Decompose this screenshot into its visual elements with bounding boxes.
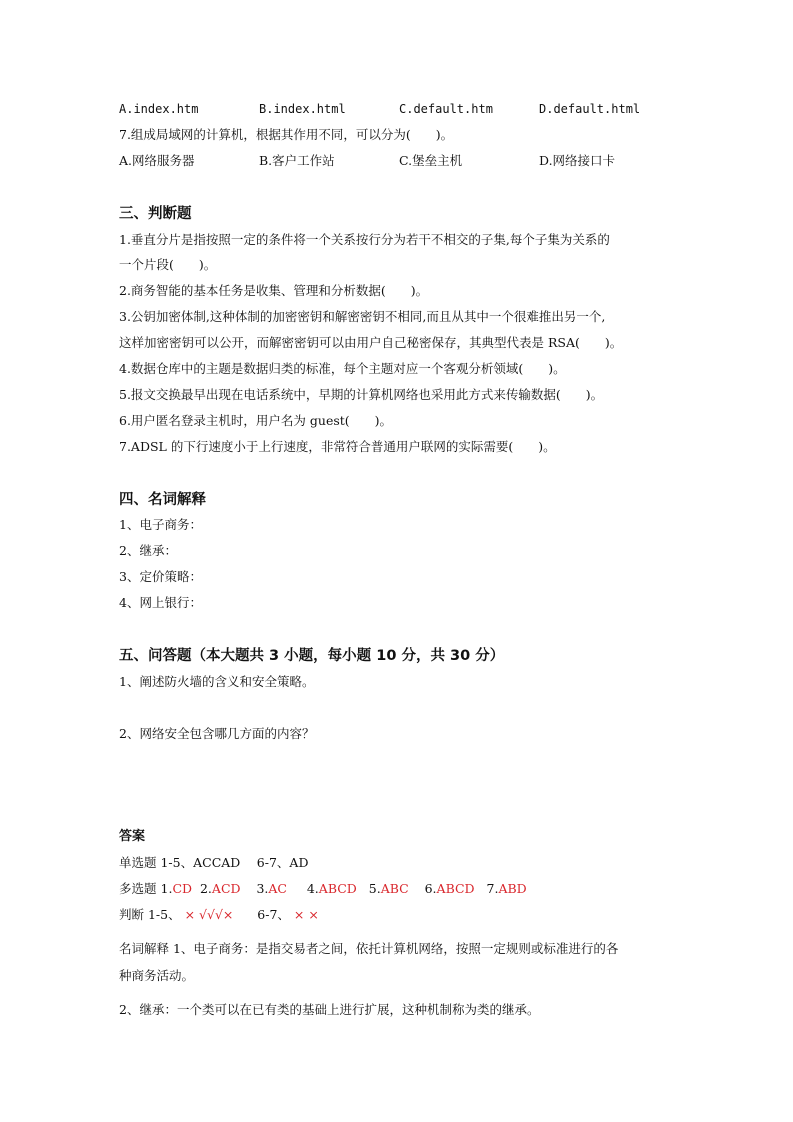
judge-marks-2: × × [293, 907, 319, 922]
q6-option-b: B.index.html [259, 102, 346, 116]
multi-num: 2. [199, 881, 212, 896]
term-answer-1-cont: 种商务活动。 [119, 968, 195, 983]
judge-item: 1.垂直分片是指按照一定的条件将一个关系按行分为若干不相交的子集,每个子集为关系的 [119, 232, 610, 247]
multi-choice-answers [119, 880, 527, 898]
judge-item: 这样加密密钥可以公开，而解密密钥可以由用户自己秘密保存，其典型代表是 RSA( )。 [119, 335, 623, 350]
multi-answer: AC [268, 881, 287, 896]
answers-title: 答案 [119, 829, 146, 844]
judge-item: 3.公钥加密体制,这种体制的加密密钥和解密密钥不相同,而且从其中一个很难推出另一个, [119, 309, 606, 324]
multi-choice-label: 多选题 [119, 881, 157, 896]
multi-answer: CD [172, 881, 193, 896]
q6-option-d: D.default.html [539, 102, 641, 116]
single-choice-answers: 单选题 1-5、ACCAD 6-7、AD [119, 855, 309, 870]
multi-answer: ABCD [318, 881, 357, 896]
multi-answer: ACD [211, 881, 241, 896]
multi-answer: ABD [498, 881, 527, 896]
judge-marks-1: × √√√× [184, 907, 234, 922]
q6-option-a: A.index.htm [119, 102, 199, 116]
multi-num: 3. [256, 881, 269, 896]
multi-num: 7. [486, 881, 499, 896]
term-item: 2、继承： [119, 543, 177, 558]
term-answer-2: 2、继承：一个类可以在已有类的基础上进行扩展，这种机制称为类的继承。 [119, 1002, 540, 1017]
q7-text: 7.组成局域网的计算机，根据其作用不同，可以分为( )。 [119, 127, 454, 142]
judge-label-2: 6-7、 [257, 907, 290, 922]
q7-option-c: C.堡垒主机 [399, 153, 463, 168]
q7-option-b: B.客户工作站 [259, 153, 335, 168]
section-3-title: 三、判断题 [119, 206, 192, 222]
essay-item: 2、网络安全包含哪几方面的内容？ [119, 726, 315, 741]
multi-answer: ABCD [436, 881, 475, 896]
judge-item: 一个片段( )。 [119, 257, 217, 272]
judge-item: 2.商务智能的基本任务是收集、管理和分析数据( )。 [119, 283, 429, 298]
term-item: 4、网上银行： [119, 595, 202, 610]
multi-num: 1. [160, 881, 173, 896]
judge-item: 5.报文交换最早出现在电话系统中，早期的计算机网络也采用此方式来传输数据( )。 [119, 387, 604, 402]
section-5-title: 五、问答题（本大题共 3 小题，每小题 10 分，共 30 分） [119, 648, 505, 664]
essay-item: 1、阐述防火墙的含义和安全策略。 [119, 674, 315, 689]
term-answer-1: 名词解释 1、电子商务：是指交易者之间，依托计算机网络，按照一定规则或标准进行的各 [119, 941, 619, 956]
term-item: 1、电子商务： [119, 517, 202, 532]
judge-item: 6.用户匿名登录主机时，用户名为 guest( )。 [119, 413, 393, 428]
term-item: 3、定价策略： [119, 569, 202, 584]
multi-answer: ABC [380, 881, 409, 896]
multi-num: 6. [424, 881, 437, 896]
judge-answers [119, 906, 319, 924]
q6-option-c: C.default.htm [399, 102, 493, 116]
q7-option-d: D.网络接口卡 [539, 153, 616, 168]
multi-num: 5. [368, 881, 381, 896]
section-4-title: 四、名词解释 [119, 492, 206, 508]
judge-label-1: 判断 1-5、 [119, 907, 181, 922]
q7-option-a: A.网络服务器 [119, 153, 195, 168]
multi-num: 4. [306, 881, 319, 896]
judge-item: 7.ADSL 的下行速度小于上行速度，非常符合普通用户联网的实际需要( )。 [119, 439, 556, 454]
judge-item: 4.数据仓库中的主题是数据归类的标准，每个主题对应一个客观分析领域( )。 [119, 361, 566, 376]
